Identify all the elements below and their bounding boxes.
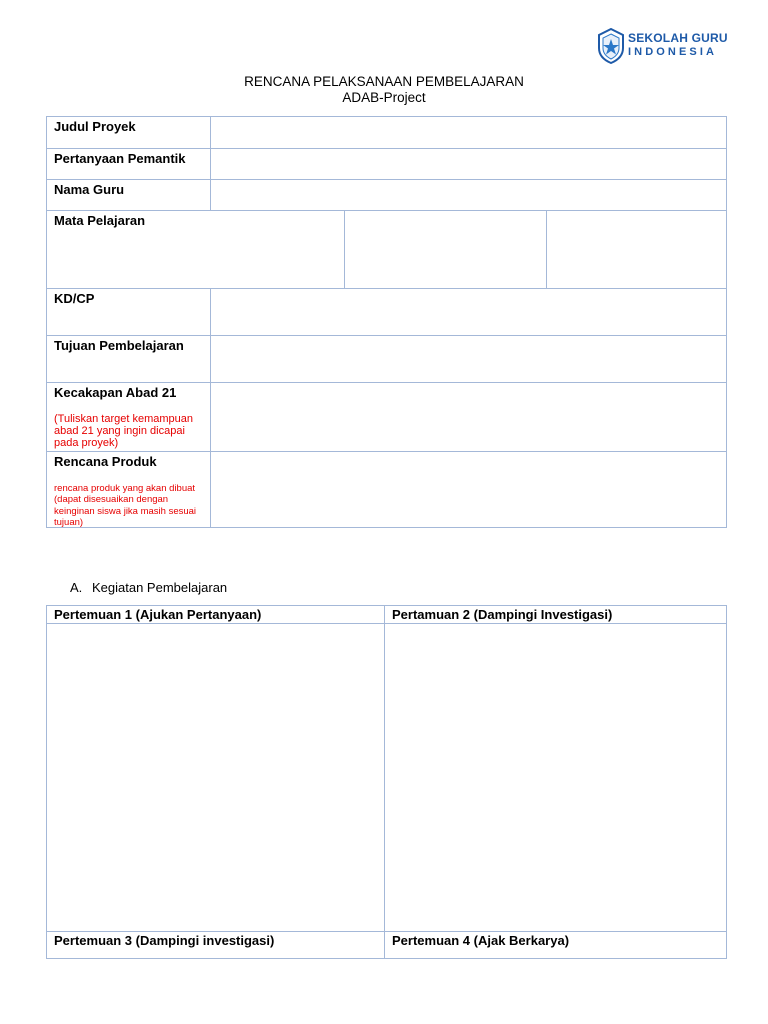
- rencana-produk-label: Rencana Produk: [54, 454, 157, 469]
- pertemuan-2-header: [385, 606, 727, 624]
- mata-pelajaran-field-1[interactable]: [47, 211, 345, 289]
- identity-table: [46, 116, 727, 528]
- pertemuan-1-header: [47, 606, 385, 624]
- document-subtitle: ADAB-Project: [342, 90, 426, 105]
- rencana-produk-field[interactable]: [211, 452, 727, 528]
- kdcp-label: KD/CP: [54, 291, 95, 306]
- tujuan-label: Tujuan Pembelajaran: [54, 338, 184, 353]
- label-cell-judul: [47, 117, 211, 149]
- pertemuan-4-label: Pertemuan 4 (Ajak Berkarya): [392, 933, 570, 948]
- section-marker: A.: [70, 580, 83, 595]
- logo-line-2: INDONESIA: [628, 46, 718, 58]
- kecakapan-field[interactable]: [211, 383, 727, 452]
- pertemuan-1-body[interactable]: [47, 624, 385, 932]
- pertemuan-1-label: Pertemuan 1 (Ajukan Pertanyaan): [54, 607, 262, 622]
- nama-guru-field[interactable]: [211, 180, 727, 211]
- label-cell-pemantik: [47, 149, 211, 180]
- pertemuan-3-header: [47, 932, 385, 959]
- kecakapan-label: Kecakapan Abad 21: [54, 385, 177, 400]
- pertemuan-2-label: Pertamuan 2 (Dampingi Investigasi): [392, 607, 613, 622]
- shield-star-icon: [597, 28, 625, 64]
- judul-proyek-field[interactable]: [211, 117, 727, 149]
- judul-proyek-label: Judul Proyek: [54, 119, 136, 134]
- label-cell-guru: [47, 180, 211, 211]
- document-title: RENCANA PELAKSANAAN PEMBELAJARAN: [244, 74, 524, 89]
- pertanyaan-pemantik-label: Pertanyaan Pemantik: [54, 151, 186, 166]
- school-logo: [597, 28, 727, 64]
- pertemuan-3-label: Pertemuan 3 (Dampingi investigasi): [54, 933, 275, 948]
- pertemuan-4-header: [385, 932, 727, 959]
- tujuan-field[interactable]: [211, 336, 727, 383]
- mata-pelajaran-label: Mata Pelajaran: [54, 213, 146, 228]
- pertemuan-2-body[interactable]: [385, 624, 727, 932]
- mata-pelajaran-field-2[interactable]: [345, 211, 547, 289]
- kdcp-field[interactable]: [211, 289, 727, 336]
- pertanyaan-pemantik-field[interactable]: [211, 149, 727, 180]
- label-cell-tujuan: [47, 336, 211, 383]
- rencana-produk-note: rencana produk yang akan dibuat (dapat disesuaikan dengan keinginan siswa jika masih sesuai tujuan): [54, 483, 197, 528]
- label-cell-kdcp: [47, 289, 211, 336]
- mata-pelajaran-field-3[interactable]: [547, 211, 727, 289]
- logo-line-1: SEKOLAH GURU: [628, 31, 728, 45]
- section-title: Kegiatan Pembelajaran: [92, 580, 228, 595]
- kecakapan-note: (Tuliskan target kemampuan abad 21 yang ingin dicapai pada proyek): [54, 413, 193, 449]
- label-cell-rencana: [47, 452, 211, 528]
- label-cell-kecakapan: [47, 383, 211, 452]
- meetings-table: [46, 605, 727, 959]
- nama-guru-label: Nama Guru: [54, 182, 125, 197]
